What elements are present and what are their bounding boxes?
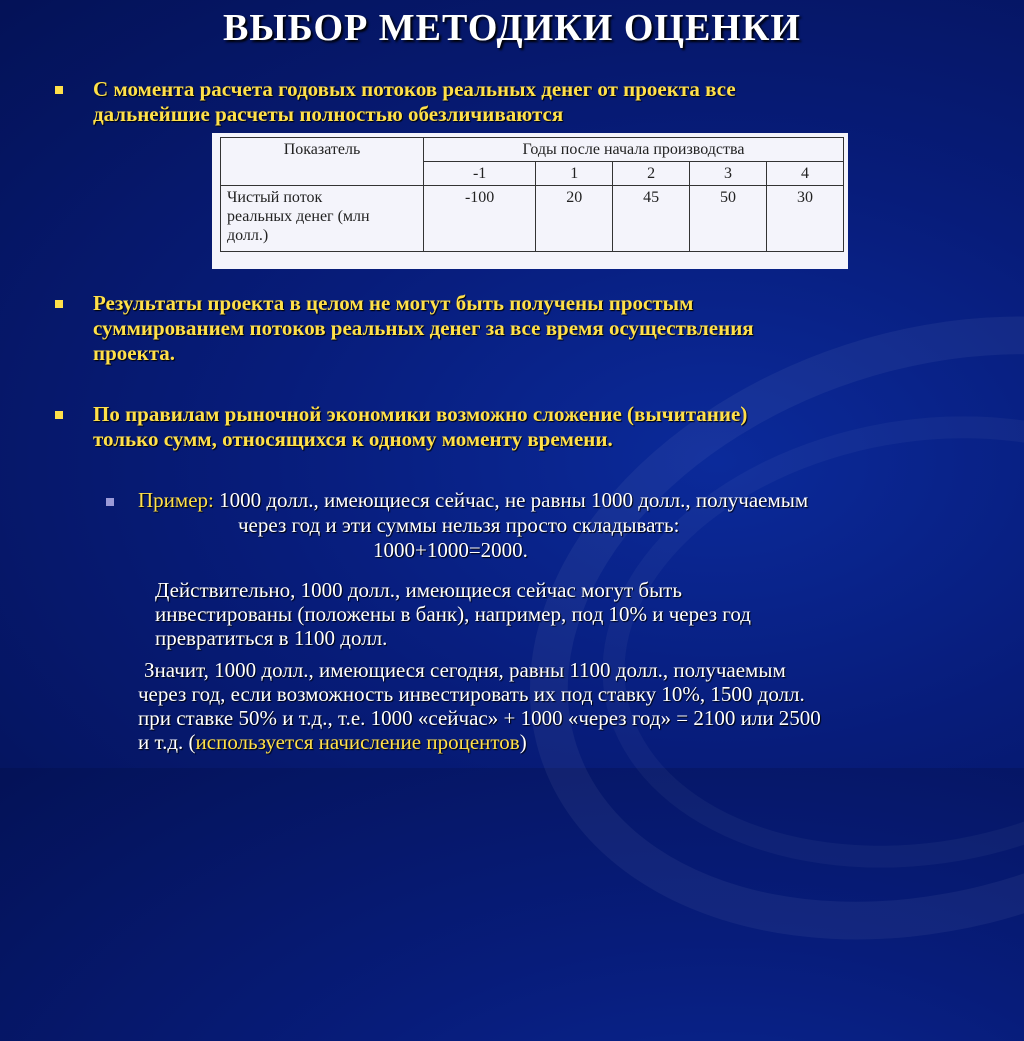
bullet-1-text: С момента расчета годовых потоков реальных денег от проекта все дальнейшие расчеты полностью обезличиваются xyxy=(93,77,736,126)
cash-flow-table-panel xyxy=(212,133,848,269)
bullet-2-text: Результаты проекта в целом не могут быть получены простым суммированием потоков реальных денег за все время осуществления проекта. xyxy=(93,291,754,365)
year-cell: 1 xyxy=(536,162,613,186)
paragraph-2: Значит, 1000 долл., имеющиеся сегодня, равны 1100 долл., получаемым через год, если возможность инвестировать их под ставку 10%, 1500 долл. при ставке 50% и т.д., т.е. 1000 «сейчас» + 1000 «через год» = 2100 или 2500 и т.д. (используется начисление процентов) xyxy=(138,658,821,754)
header-indicator: Показатель xyxy=(221,138,424,186)
sub-bullet-marker xyxy=(106,498,114,506)
header-years: Годы после начала производства xyxy=(424,138,844,162)
year-cell: 4 xyxy=(767,162,844,186)
paragraph-1: Действительно, 1000 долл., имеющиеся сейчас могут быть инвестированы (положены в банк), например, под 10% и через год превратиться в 1100 долл. xyxy=(155,578,751,650)
example-line-2: через год и эти суммы нельзя просто складывать: xyxy=(238,513,680,537)
year-cell: 3 xyxy=(690,162,767,186)
row-label: Чистый поток реальных денег (млн долл.) xyxy=(221,186,424,252)
example-label: Пример: xyxy=(138,488,214,512)
value-cell: 45 xyxy=(613,186,690,252)
highlight-text: используется начисление процентов xyxy=(195,730,520,754)
value-cell: -100 xyxy=(424,186,536,252)
slide-title: ВЫБОР МЕТОДИКИ ОЦЕНКИ xyxy=(223,7,801,49)
table-header-row xyxy=(221,138,844,162)
value-cell: 20 xyxy=(536,186,613,252)
year-cell: -1 xyxy=(424,162,536,186)
bullet-marker xyxy=(55,300,69,308)
example-line-1: Пример: 1000 долл., имеющиеся сейчас, не равны 1000 долл., получаемым xyxy=(138,488,809,512)
example-formula: 1000+1000=2000. xyxy=(373,538,528,562)
value-cell: 30 xyxy=(767,186,844,252)
cash-flow-table xyxy=(220,137,844,252)
year-cell: 2 xyxy=(613,162,690,186)
bullet-3-text: По правилам рыночной экономики возможно сложение (вычитание) только сумм, относящихся к одному моменту времени. xyxy=(93,402,748,451)
table-row xyxy=(221,186,844,252)
value-cell: 50 xyxy=(690,186,767,252)
bullet-marker xyxy=(55,86,69,94)
bullet-marker xyxy=(55,411,69,419)
